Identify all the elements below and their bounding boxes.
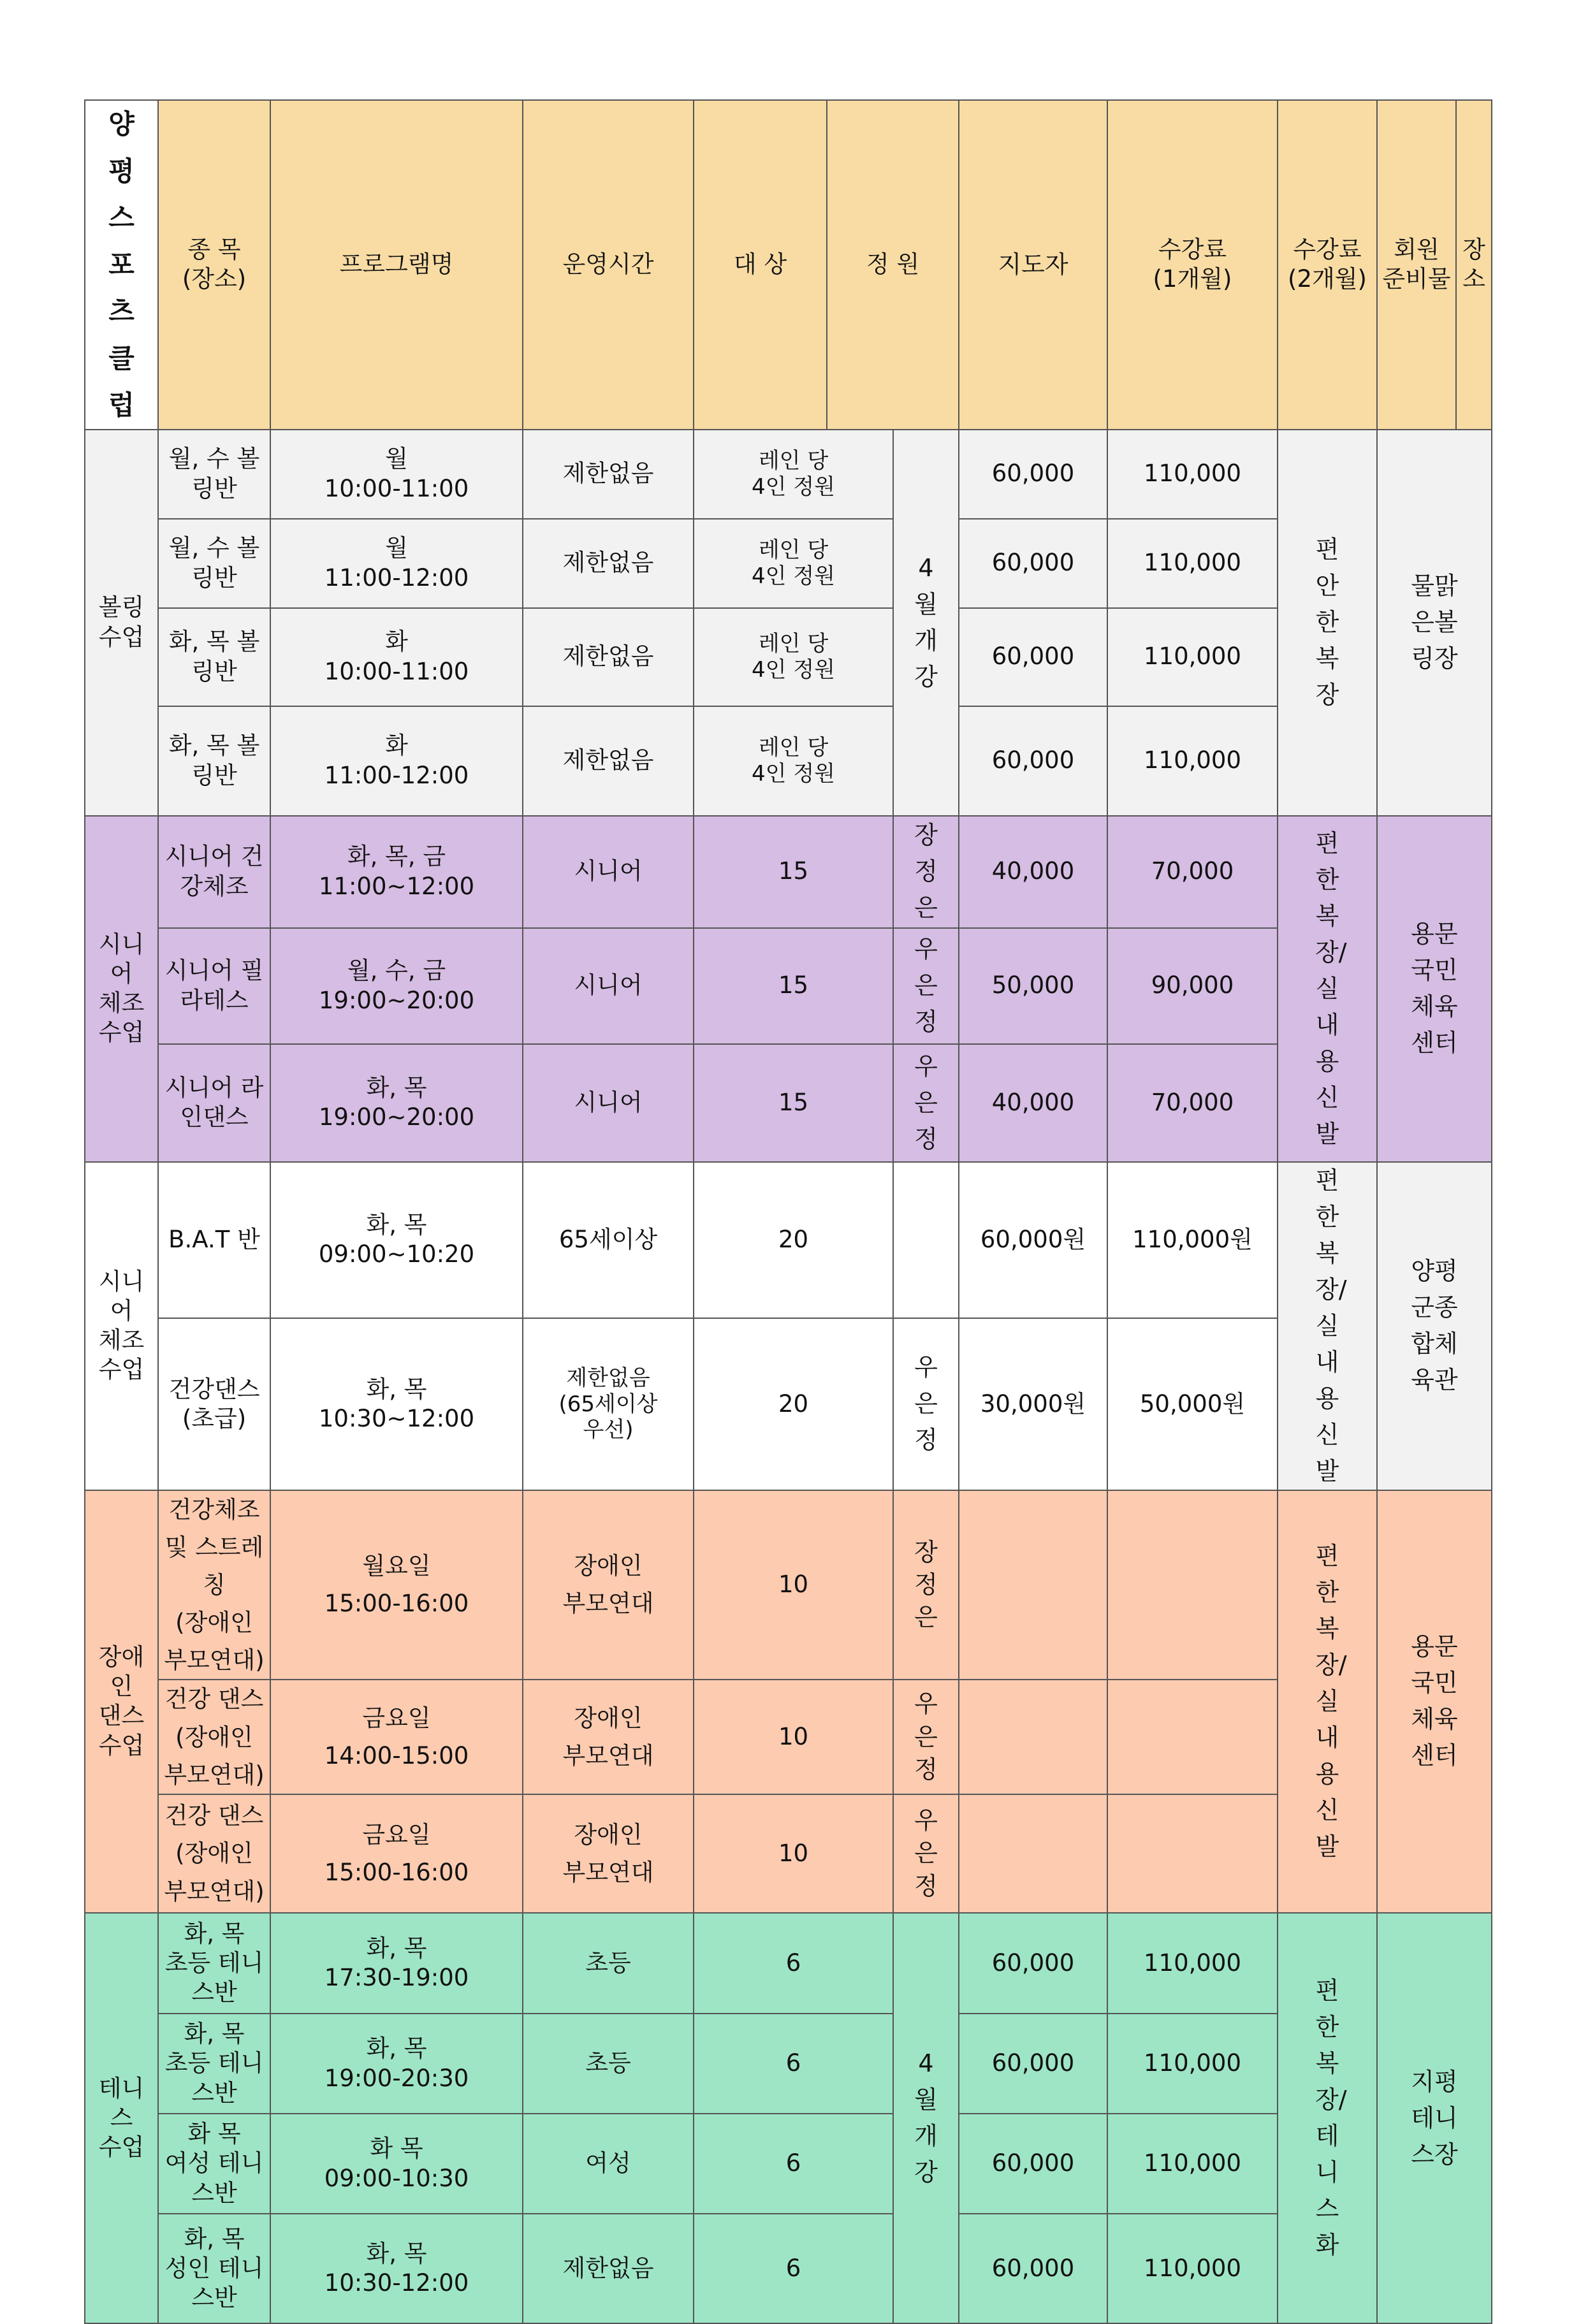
fee-1month <box>959 1490 1107 1680</box>
program-name: 건강 댄스 (장애인 부모연대) <box>158 1680 270 1794</box>
program-name: 건강체조 및 스트레칭 (장애인 부모연대) <box>158 1490 270 1680</box>
fee-1month: 30,000원 <box>959 1318 1107 1490</box>
schedule: 화, 목 10:30-12:00 <box>270 2214 523 2323</box>
capacity: 10 <box>694 1794 893 1913</box>
instructor: 우은정 <box>893 1794 959 1913</box>
schedule: 화, 목 10:30~12:00 <box>270 1318 523 1490</box>
program-name: 화 목 여성 테니스반 <box>158 2114 270 2214</box>
program-name: 화, 목 초등 테니스반 <box>158 1913 270 2014</box>
capacity: 6 <box>694 2114 893 2214</box>
category-bowling: 볼링 수업 <box>85 430 158 816</box>
schedule: 화 10:00-11:00 <box>270 608 523 706</box>
capacity: 10 <box>694 1680 893 1794</box>
target: 장애인 부모연대 <box>523 1794 694 1913</box>
capacity: 레인 당 4인 정원 <box>694 519 893 608</box>
target: 장애인 부모연대 <box>523 1680 694 1794</box>
place: 용문국민체육센터 <box>1377 816 1492 1162</box>
fee-1month <box>959 1680 1107 1794</box>
fee-2month: 110,000원 <box>1107 1162 1278 1319</box>
capacity: 20 <box>694 1318 893 1490</box>
fee-2month: 110,000 <box>1107 2114 1278 2214</box>
fee-1month: 60,000 <box>959 2014 1107 2114</box>
instructor: 4월개강 <box>893 430 959 816</box>
header-prep: 회원 준비물 <box>1377 100 1456 430</box>
instructor: 장정은 <box>893 1490 959 1680</box>
category-senior-2: 시니어 체조 수업 <box>85 1162 158 1490</box>
schedule: 월, 수, 금 19:00~20:00 <box>270 928 523 1044</box>
fee-2month <box>1107 1680 1278 1794</box>
header-fee2: 수강료 (2개월) <box>1278 100 1377 430</box>
header-program: 프로그램명 <box>270 100 523 430</box>
category-tennis: 테니스 수업 <box>85 1913 158 2323</box>
program-name: 화, 목 초등 테니스반 <box>158 2014 270 2114</box>
target: 장애인 부모연대 <box>523 1490 694 1680</box>
target: 제한없음 <box>523 2214 694 2323</box>
target: 제한없음 <box>523 519 694 608</box>
capacity: 15 <box>694 928 893 1044</box>
target: 제한없음 <box>523 430 694 519</box>
header-time: 운영시간 <box>523 100 694 430</box>
fee-1month: 40,000 <box>959 816 1107 928</box>
schedule: 화 11:00-12:00 <box>270 706 523 816</box>
header-instructor: 지도자 <box>959 100 1107 430</box>
header-place: 장소 <box>1456 100 1492 430</box>
instructor: 장정은 <box>893 816 959 928</box>
schedule: 금요일 15:00-16:00 <box>270 1794 523 1913</box>
fee-2month: 110,000 <box>1107 1913 1278 2014</box>
fee-2month: 110,000 <box>1107 519 1278 608</box>
program-name: 화, 목 성인 테니스반 <box>158 2214 270 2323</box>
target: 시니어 <box>523 1044 694 1162</box>
target: 시니어 <box>523 816 694 928</box>
schedule: 월 10:00-11:00 <box>270 430 523 519</box>
fee-2month: 90,000 <box>1107 928 1278 1044</box>
club-name: 양평스포츠클럽 <box>85 100 158 430</box>
schedule: 금요일 14:00-15:00 <box>270 1680 523 1794</box>
fee-1month: 60,000 <box>959 519 1107 608</box>
fee-2month: 70,000 <box>1107 1044 1278 1162</box>
program-name: 건강 댄스 (장애인 부모연대) <box>158 1794 270 1913</box>
header-target: 대 상 <box>694 100 827 430</box>
target: 초등 <box>523 1913 694 2014</box>
instructor <box>893 1162 959 1319</box>
target: 제한없음 <box>523 608 694 706</box>
capacity: 6 <box>694 1913 893 2014</box>
fee-1month: 60,000 <box>959 706 1107 816</box>
program-name: 화, 목 볼링반 <box>158 706 270 816</box>
fee-1month: 60,000 <box>959 2214 1107 2323</box>
fee-2month: 50,000원 <box>1107 1318 1278 1490</box>
instructor: 우은정 <box>893 1044 959 1162</box>
fee-2month <box>1107 1490 1278 1680</box>
category-disabled: 장애인 댄스 수업 <box>85 1490 158 1914</box>
capacity: 6 <box>694 2014 893 2114</box>
fee-2month: 110,000 <box>1107 2214 1278 2323</box>
place: 물맑은볼링장 <box>1377 430 1492 816</box>
instructor: 4월개강 <box>893 1913 959 2323</box>
schedule: 화, 목 09:00~10:20 <box>270 1162 523 1319</box>
capacity: 15 <box>694 1044 893 1162</box>
fee-2month <box>1107 1794 1278 1913</box>
instructor: 우은정 <box>893 1680 959 1794</box>
instructor: 우은정 <box>893 928 959 1044</box>
schedule: 월요일 15:00-16:00 <box>270 1490 523 1680</box>
fee-2month: 110,000 <box>1107 430 1278 519</box>
place: 지평테니스장 <box>1377 1913 1492 2323</box>
prep-items: 편한복장/테니스화 <box>1278 1913 1377 2323</box>
place: 양평군종합체육관 <box>1377 1162 1492 1490</box>
schedule: 화, 목 19:00-20:30 <box>270 2014 523 2114</box>
target: 시니어 <box>523 928 694 1044</box>
schedule: 화 목 09:00-10:30 <box>270 2114 523 2214</box>
place: 용문국민체육센터 <box>1377 1490 1492 1914</box>
fee-1month: 60,000 <box>959 430 1107 519</box>
table-row <box>85 816 1492 928</box>
fee-1month: 50,000 <box>959 928 1107 1044</box>
fee-1month: 60,000 <box>959 1913 1107 2014</box>
prep-items: 편한복장/실내용신발 <box>1278 1490 1377 1914</box>
category-senior: 시니어 체조 수업 <box>85 816 158 1162</box>
instructor: 우은정 <box>893 1318 959 1490</box>
capacity: 레인 당 4인 정원 <box>694 608 893 706</box>
fee-2month: 70,000 <box>1107 816 1278 928</box>
program-table <box>84 99 1492 2324</box>
schedule: 화, 목 19:00~20:00 <box>270 1044 523 1162</box>
fee-1month: 60,000 <box>959 608 1107 706</box>
capacity: 10 <box>694 1490 893 1680</box>
capacity: 20 <box>694 1162 893 1319</box>
fee-1month <box>959 1794 1107 1913</box>
program-name: 월, 수 볼링반 <box>158 430 270 519</box>
target: 제한없음 (65세이상 우선) <box>523 1318 694 1490</box>
header-capacity: 정 원 <box>827 100 959 430</box>
prep-items: 편안한복장 <box>1278 430 1377 816</box>
header-row <box>85 100 1492 430</box>
fee-1month: 60,000원 <box>959 1162 1107 1319</box>
table-row <box>85 1490 1492 1680</box>
program-name: 시니어 라인댄스 <box>158 1044 270 1162</box>
schedule: 화, 목, 금 11:00~12:00 <box>270 816 523 928</box>
fee-2month: 110,000 <box>1107 706 1278 816</box>
prep-items: 편한복장/실내용신발 <box>1278 1162 1377 1490</box>
header-fee1: 수강료 (1개월) <box>1107 100 1278 430</box>
program-name: 화, 목 볼링반 <box>158 608 270 706</box>
schedule: 월 11:00-12:00 <box>270 519 523 608</box>
program-name: 시니어 건강체조 <box>158 816 270 928</box>
fee-1month: 60,000 <box>959 2114 1107 2214</box>
program-name: 월, 수 볼링반 <box>158 519 270 608</box>
capacity: 15 <box>694 816 893 928</box>
target: 여성 <box>523 2114 694 2214</box>
table-row <box>85 430 1492 519</box>
capacity: 레인 당 4인 정원 <box>694 430 893 519</box>
program-name: B.A.T 반 <box>158 1162 270 1319</box>
program-name: 시니어 필라테스 <box>158 928 270 1044</box>
schedule: 화, 목 17:30-19:00 <box>270 1913 523 2014</box>
program-name: 건강댄스 (초급) <box>158 1318 270 1490</box>
fee-1month: 40,000 <box>959 1044 1107 1162</box>
capacity: 6 <box>694 2214 893 2323</box>
table-row <box>85 1162 1492 1319</box>
table-row <box>85 1913 1492 2014</box>
target: 제한없음 <box>523 706 694 816</box>
prep-items: 편한복장/실내용신발 <box>1278 816 1377 1162</box>
fee-2month: 110,000 <box>1107 608 1278 706</box>
capacity: 레인 당 4인 정원 <box>694 706 893 816</box>
target: 초등 <box>523 2014 694 2114</box>
fee-2month: 110,000 <box>1107 2014 1278 2114</box>
target: 65세이상 <box>523 1162 694 1319</box>
header-category: 종 목 (장소) <box>158 100 270 430</box>
